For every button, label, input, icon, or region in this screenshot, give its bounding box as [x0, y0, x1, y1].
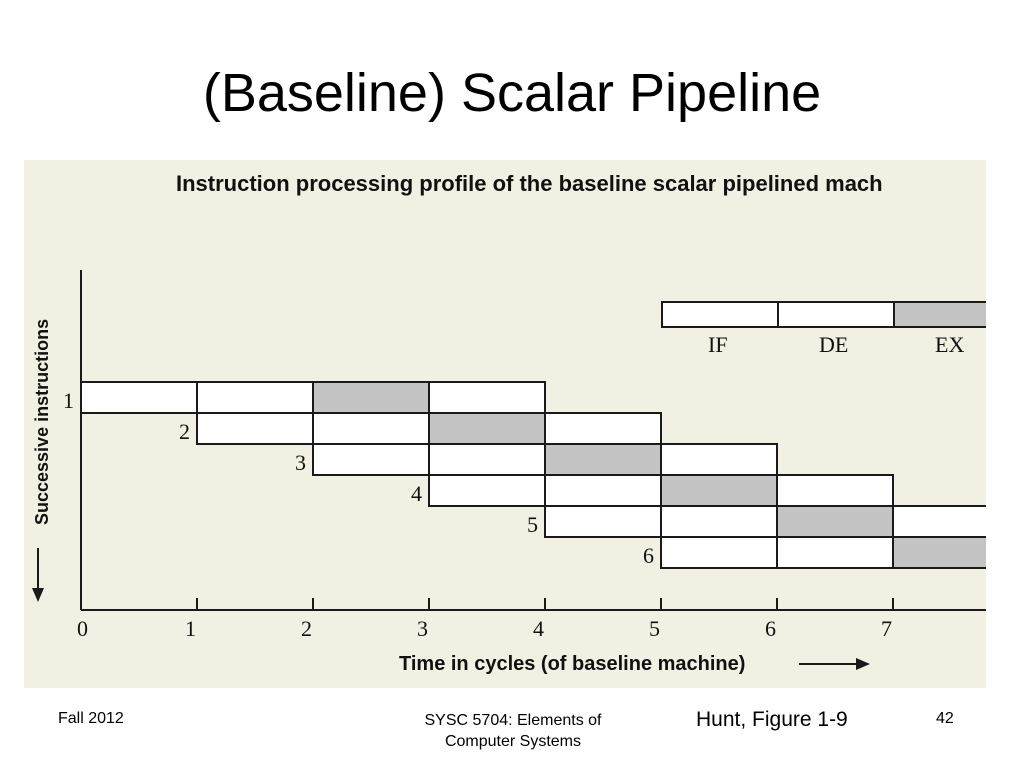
- legend-ex-label: EX: [935, 332, 965, 357]
- instr-6-stage-if: [661, 537, 777, 568]
- instr-5-stage-if: [545, 506, 661, 537]
- instr-5-stage-ex: [777, 506, 893, 537]
- instruction-rows: [63, 382, 986, 568]
- x-tick-label: 5: [649, 616, 660, 641]
- x-tick-label: 3: [417, 616, 428, 641]
- instr-4-stage-wb: [777, 475, 893, 506]
- pipeline-diagram: [24, 160, 986, 688]
- footer-course: [400, 710, 626, 752]
- x-tick-label: 0: [77, 616, 88, 641]
- instr-1-stage-wb: [429, 382, 545, 413]
- footer-page-number: 42: [936, 710, 954, 727]
- x-axis-arrow-head: [856, 658, 870, 670]
- x-tick-label: 6: [765, 616, 776, 641]
- footer-source: Hunt, Figure 1-9: [696, 708, 848, 731]
- instr-2-stage-ex: [429, 413, 545, 444]
- legend-de-box: [778, 302, 894, 327]
- instr-2-stage-de: [313, 413, 429, 444]
- instruction-label: 3: [295, 450, 306, 475]
- legend-if-label: IF: [708, 332, 728, 357]
- x-tick-label: 4: [533, 616, 544, 641]
- instr-4-stage-ex: [661, 475, 777, 506]
- legend-if-box: [662, 302, 778, 327]
- footer-course-line1: SYSC 5704: Elements of: [424, 712, 602, 729]
- instr-3-stage-if: [313, 444, 429, 475]
- legend-ex-box: [894, 302, 986, 327]
- y-axis-label: Successive instructions: [32, 318, 52, 525]
- x-tick-label: 2: [301, 616, 312, 641]
- instr-4-stage-de: [545, 475, 661, 506]
- instr-3-stage-de: [429, 444, 545, 475]
- instruction-label: 5: [527, 512, 538, 537]
- instr-6-stage-de: [777, 537, 893, 568]
- instr-2-stage-if: [197, 413, 313, 444]
- x-tick-label: 7: [881, 616, 892, 641]
- x-tick-label: 1: [185, 616, 196, 641]
- instr-1-stage-ex: [313, 382, 429, 413]
- instr-4-stage-if: [429, 475, 545, 506]
- instruction-label: 1: [63, 388, 74, 413]
- x-axis-ticks: [77, 598, 893, 641]
- legend-de-label: DE: [819, 332, 849, 357]
- instr-3-stage-ex: [545, 444, 661, 475]
- slide-title: (Baseline) Scalar Pipeline: [202, 63, 822, 123]
- footer-course-line2: Computer Systems: [444, 733, 582, 750]
- pipeline-figure: [24, 160, 986, 688]
- instruction-label: 6: [643, 543, 654, 568]
- instr-6-stage-ex: [893, 537, 986, 568]
- instr-3-stage-wb: [661, 444, 777, 475]
- instruction-label: 2: [179, 419, 190, 444]
- instruction-label: 4: [411, 481, 422, 506]
- y-axis-arrow-head: [32, 588, 44, 602]
- stage-legend: [662, 302, 986, 357]
- x-axis-label: Time in cycles (of baseline machine): [399, 653, 746, 675]
- instr-5-stage-wb: [893, 506, 986, 537]
- instr-1-stage-de: [197, 382, 313, 413]
- instr-1-stage-if: [81, 382, 197, 413]
- instr-2-stage-wb: [545, 413, 661, 444]
- instr-5-stage-de: [661, 506, 777, 537]
- figure-caption: Instruction processing profile of the baseline scalar pipelined mach: [176, 171, 883, 196]
- footer-date: Fall 2012: [58, 710, 124, 727]
